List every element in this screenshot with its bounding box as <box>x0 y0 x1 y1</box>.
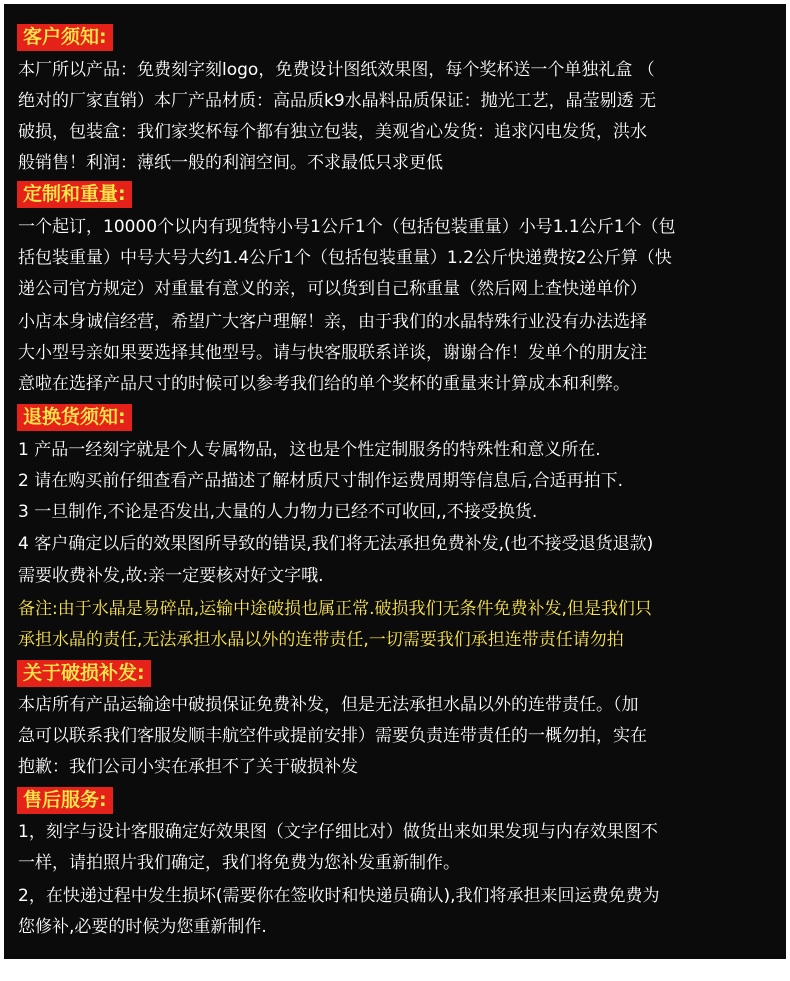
section-heading-customer-notice: 客户须知: <box>17 24 113 51</box>
text-line: 抱歉：我们公司小实在承担不了关于破损补发 <box>18 757 358 777</box>
text-line: 般销售！利润：薄纸一般的利润空间。不求最低只求更低 <box>18 153 443 173</box>
text-line: 递公司官方规定）对重量有意义的亲，可以货到自己称重量（然后网上查快递单价） <box>18 279 647 299</box>
note-line: 备注:由于水晶是易碎品,运输中途破损也属正常.破损我们无条件免费补发,但是我们只 <box>18 599 652 619</box>
text-line: 本店所有产品运输途中破损保证免费补发，但是无法承担水晶以外的连带责任。（加 <box>18 695 639 715</box>
text-line: 括包装重量）中号大号大约1.4公斤1个（包括包装重量）1.2公斤快递费按2公斤算（快 <box>18 248 672 268</box>
text-line: 破损，包装盒：我们家奖杯每个都有独立包装，美观省心发货：追求闪电发货，洪水 <box>18 122 647 142</box>
text-line: 小店本身诚信经营，希望广大客户理解！亲，由于我们的水晶特殊行业没有办法选择 <box>18 312 647 332</box>
section-heading-return-exchange: 退换货须知: <box>17 404 132 431</box>
section-heading-customization-weight: 定制和重量: <box>17 181 132 208</box>
text-line: 2 请在购买前仔细查看产品描述了解材质尺寸制作运费周期等信息后,合适再拍下. <box>18 471 624 491</box>
section-heading-damage-reissue: 关于破损补发: <box>17 660 151 687</box>
text-line: 急可以联系我们客服发顺丰航空件或提前安排）需要负责连带责任的一概勿拍，实在 <box>18 726 647 746</box>
text-line: 1，刻字与设计客服确定好效果图（文字仔细比对）做货出来如果发现与内存效果图不 <box>18 822 658 842</box>
text-line: 2，在快递过程中发生损坏(需要你在签收时和快递员确认),我们将承担来回运费免费为 <box>18 886 660 906</box>
text-line: 3 一旦制作,不论是否发出,大量的人力物力已经不可收回,,不接受换货. <box>18 502 538 522</box>
text-line: 4 客户确定以后的效果图所导致的错误,我们将无法承担免费补发,(也不接受退货退款) <box>18 534 654 554</box>
notice-panel <box>4 4 786 959</box>
text-line: 1 产品一经刻字就是个人专属物品，这也是个性定制服务的特殊性和意义所在. <box>18 440 601 460</box>
text-line: 一样，请拍照片我们确定，我们将免费为您补发重新制作。 <box>18 853 460 873</box>
text-line: 绝对的厂家直销）本厂产品材质：高品质k9水晶料品质保证：抛光工艺，晶莹剔透 无 <box>18 91 657 111</box>
text-line: 大小型号亲如果要选择其他型号。请与快客服联系详谈，谢谢合作！发单个的朋友注 <box>18 343 647 363</box>
text-line: 本厂所以产品：免费刻字刻logo，免费设计图纸效果图，每个奖杯送一个单独礼盒 （ <box>18 60 655 80</box>
section-heading-after-sales: 售后服务: <box>17 787 113 814</box>
note-line: 承担水晶的责任,无法承担水晶以外的连带责任,一切需要我们承担连带责任请勿拍 <box>18 630 624 650</box>
text-line: 需要收费补发,故:亲一定要核对好文字哦. <box>18 566 324 586</box>
text-line: 意啦在选择产品尺寸的时候可以参考我们给的单个奖杯的重量来计算成本和利弊。 <box>18 374 630 394</box>
text-line: 一个起订，10000个以内有现货特小号1公斤1个（包括包装重量）小号1.1公斤1个（包 <box>18 217 676 237</box>
text-line: 您修补,必要的时候为您重新制作. <box>18 917 267 937</box>
